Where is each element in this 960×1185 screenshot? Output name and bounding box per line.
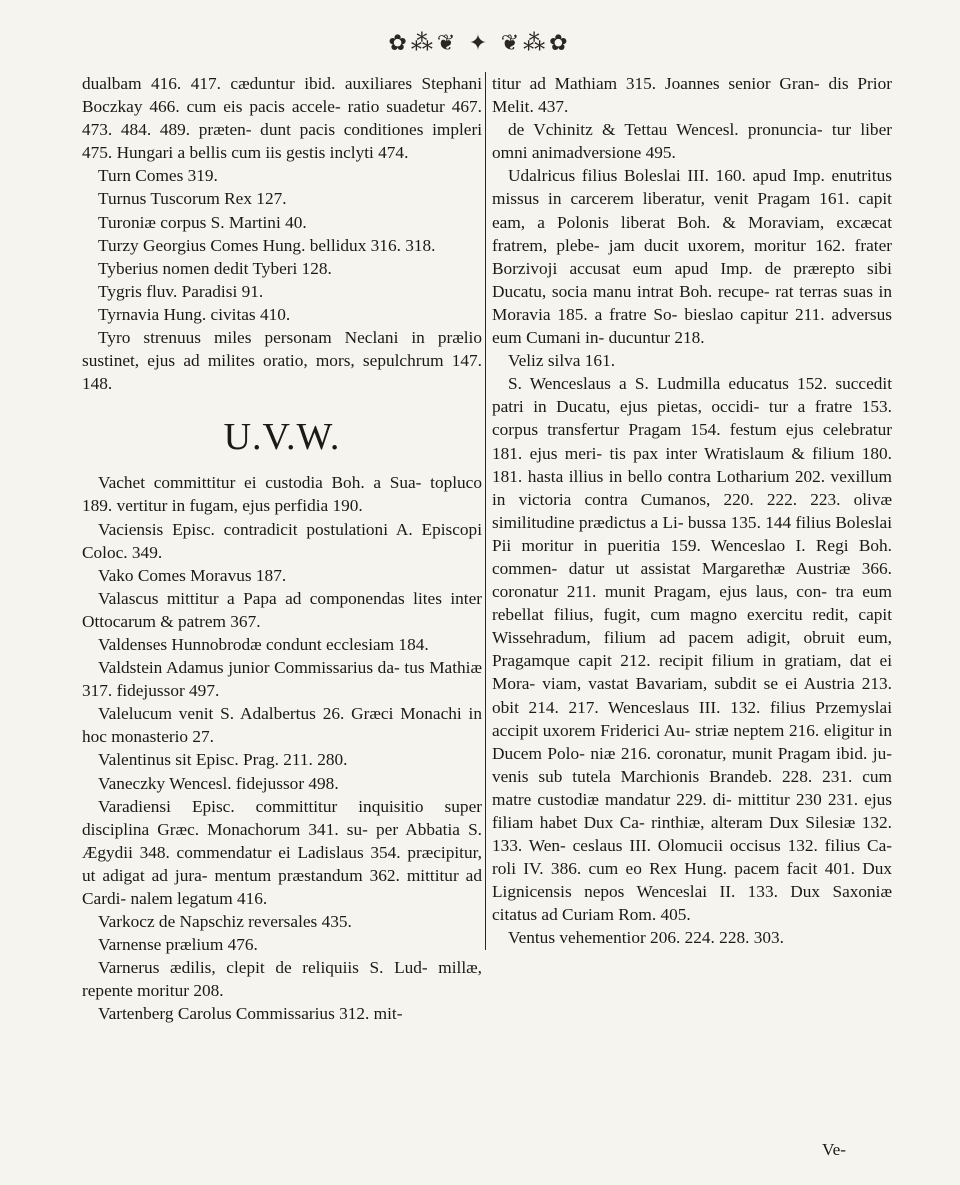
index-entry: Valelucum venit S. Adalbertus 26. Græci Monachi in hoc monasterio 27.: [82, 704, 482, 747]
index-entry: S. Wenceslaus a S. Ludmilla educatus 152. succedit patri in Ducatu, ejus pietas, occidi- tur a fratre 153. corpus transfertur Pragam 154. festum ejus celebratur 181. ejus meri- tis pax inter Wratislaum & filium 180. 181. hasta illius in bello contra Lotharium 202. vexillum in victoria contra Cumanos, 220. 222. 223. olivæ similitudine prædictus a Li- bussa 135. 144 filius Boleslai Pii moritur in pueritia 159. Wenceslao I. Regi Boh. commen- datur ut assistat Margarethæ Austriæ 366. coronatur 211. munit Pragam, ejus laus, con- tra eum rebellat filius, fugit, cum magno exercitu redit, capit Wissehradum, filium ad pacem adigit, obruit eum, Pragamque capit 212. recipit filium in gratiam, dat ei Mora- viam, vastat Bavariam, subdit se ei Austria 213. obit 214. 217. Wenceslaus III. 132. filius Przemyslai accipit uxorem Friderici Au- striæ neptem 216. eligitur in Ducem Polo- niæ 216. coronatur, munit Pragam ibid. ju- venis sub tutela Marchionis Brandeb. 228. 231. cum matre custodiæ mandatur 229. di- mittitur 230 231. ejus filiam habet Dux Ca- rinthiæ, alteram Dux Silesiæ 132. 133. Wen- ceslaus III. Olomucii occisus 132. filius Ca- roli IV. 386. cum eo Rex Hung. pacem facit 401. Dux Lignicensis nepos Wenceslai II. 133. Dux Saxoniæ citatus ad Curiam Rom. 405.: [492, 374, 892, 925]
index-entry: Udalricus filius Boleslai III. 160. apud Imp. enutritus missus in carcerem liberatur, venit Pragam 161. capit eam, a Polonis liberat Boh. & Moraviam, excæcat fratrem, plebe- jam ducit uxorem, moritur 162. frater Borzivoji accusat eum apud Imp. de prærepto sibi Ducatu, socia manu intrat Boh. recupe- rat terras suas in Moravia 185. a fratre So- bieslao capitur 211. adversus eum Cumani in- ducuntur 218.: [492, 166, 892, 348]
left-entries-t: [82, 72, 482, 395]
header-ornament: ✿⁂❦ ✦ ❦⁂✿: [388, 30, 572, 55]
index-entry: Vartenberg Carolus Commissarius 312. mit-: [98, 1004, 403, 1024]
index-entry: Veliz silva 161.: [508, 351, 616, 371]
right-entries: [492, 72, 892, 950]
index-entry: Varnense prælium 476.: [98, 935, 258, 955]
index-entry: Vaciensis Episc. contradicit postulationi A. Episcopi Coloc. 349.: [82, 519, 482, 562]
index-entry: Tyro strenuus miles personam Neclani in prælio sustinet, ejus ad milites oratio, mors, sepulchrum 147. 148.: [82, 328, 482, 394]
index-entry: Valascus mittitur a Papa ad componendas lites inter Ottocarum & patrem 367.: [82, 588, 482, 631]
catchword: Ve-: [822, 1140, 846, 1159]
index-column-right: [485, 72, 892, 950]
left-entries-uvw: [82, 471, 482, 1025]
index-entry: Valdstein Adamus junior Commissarius da- tus Mathiæ 317. fidejussor 497.: [82, 658, 482, 701]
index-entry: Tyrnavia Hung. civitas 410.: [98, 304, 291, 324]
index-entry: Turoniæ corpus S. Martini 40.: [98, 212, 307, 232]
index-entry: dualbam 416. 417. cæduntur ibid. auxiliares Stephani Boczkay 466. cum eis pacis accele- ratio suadetur 467. 473. 484. 489. præten- dunt pacis conditiones impleri 475. Hungari a bellis cum iis gestis inclyti 474.: [82, 74, 482, 163]
index-entry: Tygris fluv. Paradisi 91.: [98, 281, 264, 301]
index-entry: Vako Comes Moravus 187.: [98, 565, 287, 585]
index-entry: de Vchinitz & Tettau Wencesl. pronuncia- tur liber omni animadversione 495.: [492, 120, 892, 163]
index-entry: Turzy Georgius Comes Hung. bellidux 316. 318.: [98, 235, 436, 255]
index-entry: Ventus vehementior 206. 224. 228. 303.: [508, 928, 784, 948]
index-entry: Varnerus ædilis, clepit de reliquiis S. Lud- millæ, repente moritur 208.: [82, 958, 482, 1001]
index-entry: Varkocz de Napschiz reversales 435.: [98, 912, 352, 932]
index-entry: Tyberius nomen dedit Tyberi 128.: [98, 258, 332, 278]
index-entry: Vaneczky Wencesl. fidejussor 498.: [98, 773, 339, 793]
index-entry: Turnus Tuscorum Rex 127.: [98, 189, 287, 209]
index-column-left: [82, 72, 482, 1026]
index-entry: Vachet committitur ei custodia Boh. a Sua- topluco 189. vertitur in fugam, ejus perfidia 190.: [82, 473, 482, 516]
index-entry: Valentinus sit Episc. Prag. 211. 280.: [98, 750, 348, 770]
index-entry: Valdenses Hunnobrodæ condunt ecclesiam 184.: [98, 634, 429, 654]
index-entry: Varadiensi Episc. committitur inquisitio super disciplina Græc. Monachorum 341. su- per Abbatia S. Ægydii 348. commendatur ei Ladislaus 354. præcipitur, ut adigat ad jura- mentum præstandum 362. mittitur ad Cardi- nalem legatum 416.: [82, 796, 482, 908]
section-heading: U.V.W.: [223, 416, 341, 459]
index-entry: Turn Comes 319.: [98, 166, 218, 186]
index-entry: titur ad Mathiam 315. Joannes senior Gran- dis Prior Melit. 437.: [492, 74, 892, 117]
